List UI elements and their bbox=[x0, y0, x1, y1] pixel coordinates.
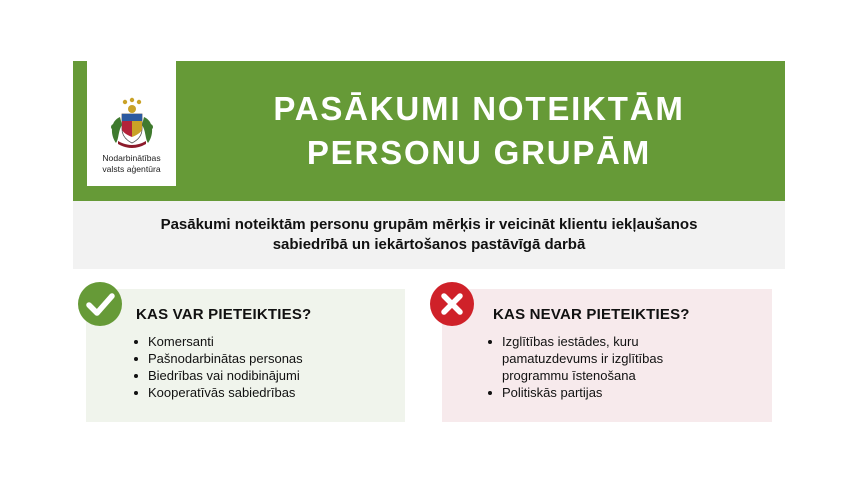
eligible-list bbox=[130, 333, 390, 401]
agency-name-line1: Nodarbinātības bbox=[102, 153, 161, 163]
list-item: Biedrības vai nodibinājumi bbox=[130, 367, 390, 384]
checkmark-icon bbox=[78, 282, 122, 326]
subtitle-band bbox=[73, 201, 785, 269]
ineligible-panel bbox=[442, 289, 772, 422]
subtitle-line2: sabiedrībā un iekārtošanos pastāvīgā darbā bbox=[272, 236, 586, 253]
ineligible-heading: KAS NEVAR PIETEIKTIES? bbox=[493, 306, 690, 323]
cross-icon bbox=[430, 282, 474, 326]
eligible-panel bbox=[86, 289, 405, 422]
agency-name-line2: valsts aģentūra bbox=[102, 164, 161, 174]
list-item: Komersanti bbox=[130, 333, 390, 350]
subtitle-line1: Pasākumi noteiktām personu grupām mērķis ir veicināt klientu iekļaušanos bbox=[160, 216, 698, 233]
page-title-line1: PASĀKUMI NOTEIKTĀM bbox=[273, 90, 685, 127]
agency-name bbox=[87, 153, 176, 175]
page-title bbox=[193, 87, 765, 175]
header-banner bbox=[73, 61, 785, 201]
list-item: Izglītības iestādes, kuru pamatuzdevums ir izglītības programmu īstenošana bbox=[484, 333, 684, 384]
list-item: Pašnodarbinātas personas bbox=[130, 350, 390, 367]
agency-logo bbox=[87, 61, 176, 186]
list-item: Politiskās partijas bbox=[484, 384, 684, 401]
ineligible-list bbox=[484, 333, 684, 401]
list-item: Kooperatīvās sabiedrības bbox=[130, 384, 390, 401]
page-title-line2: PERSONU GRUPĀM bbox=[306, 134, 652, 171]
coat-of-arms-icon bbox=[106, 97, 158, 149]
subtitle bbox=[103, 215, 755, 255]
eligible-heading: KAS VAR PIETEIKTIES? bbox=[136, 306, 312, 323]
